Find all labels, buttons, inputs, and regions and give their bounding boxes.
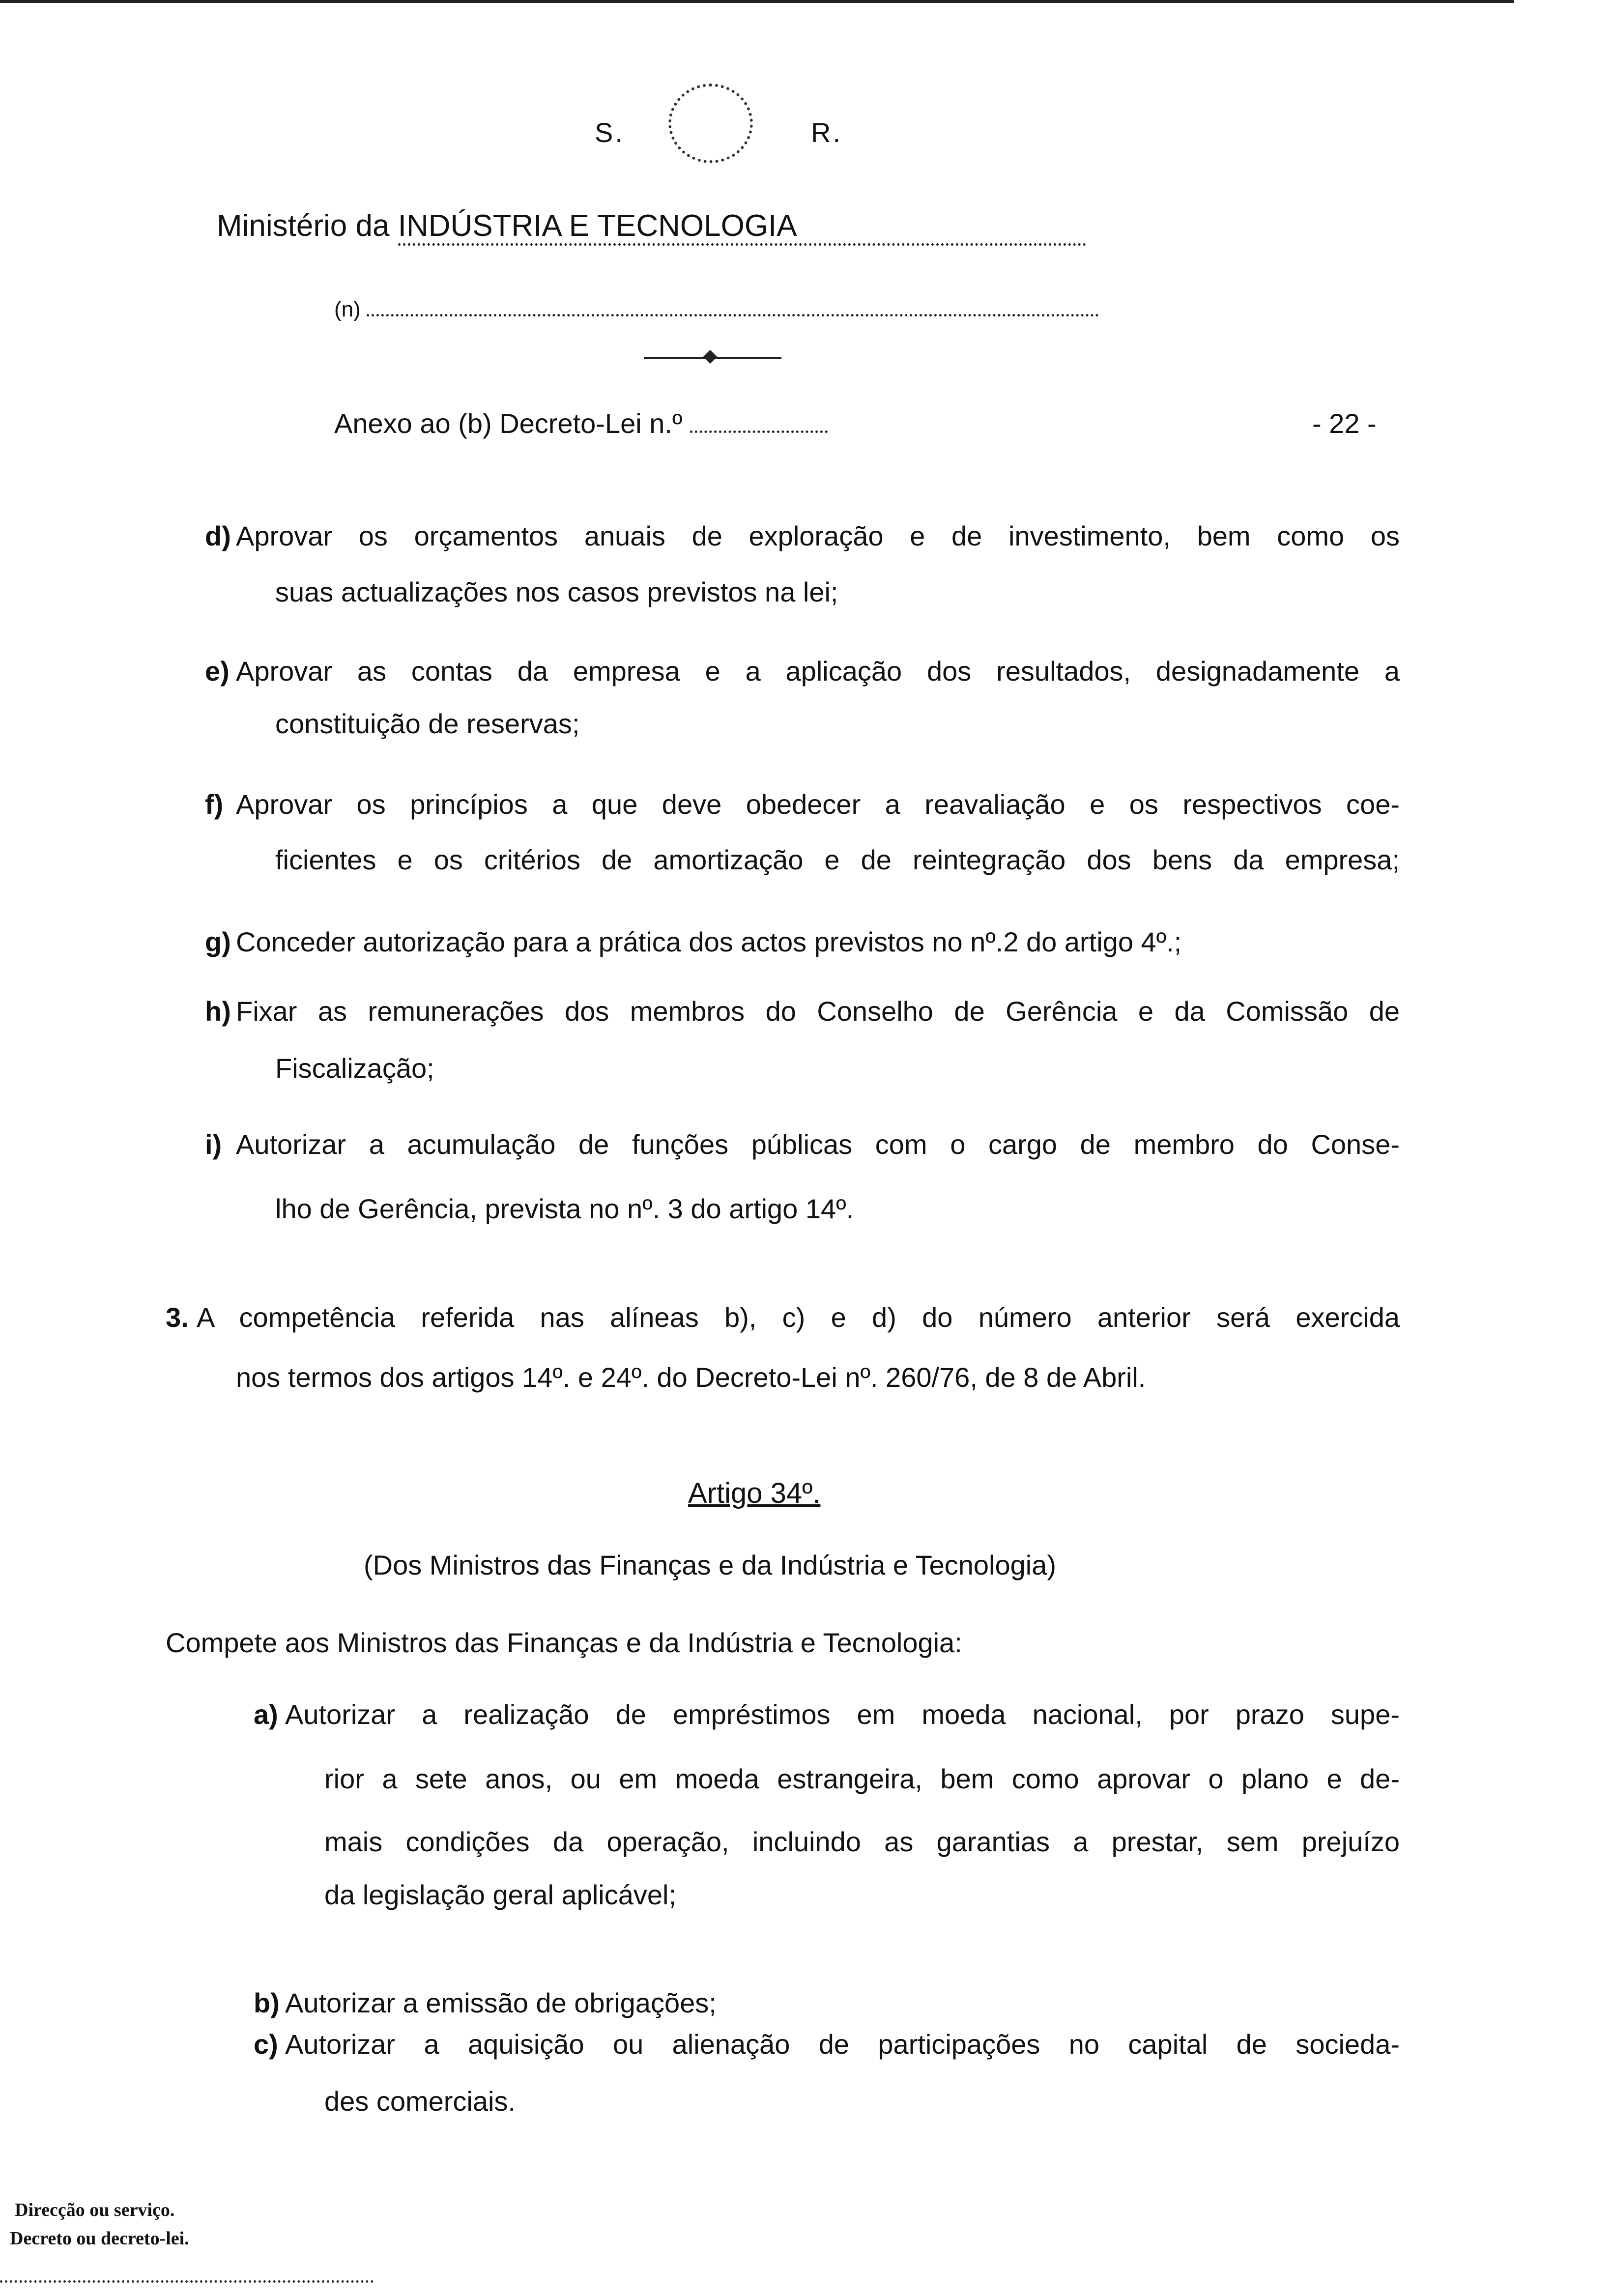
page-number: - 22 -	[1312, 408, 1377, 439]
article-subtitle: (Dos Ministros das Finanças e da Indústria e Tecnologia)	[364, 1550, 1056, 1580]
clause-f-label: f)	[205, 789, 224, 820]
top-border	[0, 0, 1514, 3]
clause-f-line: Aprovar os princípios a que deve obedecer a reavaliação e os respectivos coe-	[236, 789, 1400, 820]
coat-of-arms-emblem	[668, 84, 753, 163]
article-clause-c-label: c)	[254, 2029, 278, 2060]
clause-i-line: Autorizar a acumulação de funções públicas com o cargo de membro do Conse-	[236, 1129, 1400, 1160]
n-label: (n)	[334, 297, 361, 321]
article-title: Artigo 34º.	[688, 1477, 821, 1509]
article-clause-c-line: des comerciais.	[324, 2086, 516, 2117]
article-clause-b-label: b)	[254, 1987, 280, 2018]
clause-h-line: Fiscalização;	[275, 1053, 434, 1084]
paragraph-3-line: A competência referida nas alíneas b), c) e d) do número anterior será exercida	[197, 1302, 1400, 1333]
clause-e-line: constituição de reservas;	[275, 708, 580, 739]
clause-e-line: Aprovar as contas da empresa e a aplicação dos resultados, designadamente a	[236, 656, 1400, 687]
clause-f-line: ficientes e os critérios de amortização e de reintegração dos bens da empresa;	[275, 844, 1400, 875]
paragraph-3-label: 3.	[166, 1302, 189, 1333]
annex-line	[334, 406, 828, 441]
article-clause-a-line: Autorizar a realização de empréstimos em moeda nacional, por prazo supe-	[285, 1699, 1400, 1730]
ministry-prefix: Ministério da	[217, 209, 390, 243]
ministry-name: INDÚSTRIA E TECNOLOGIA	[398, 209, 797, 243]
n-dotted-line	[367, 314, 1099, 316]
clause-g-label: g)	[205, 926, 231, 957]
article-clause-a-label: a)	[254, 1699, 278, 1730]
clause-d-label: d)	[205, 520, 231, 551]
seal-right-letter: R.	[811, 117, 842, 148]
clause-h-label: h)	[205, 996, 231, 1027]
annex-label: Anexo ao (b) Decreto-Lei n.º	[334, 408, 683, 439]
ornament-divider	[644, 357, 781, 359]
clause-i-line: lho de Gerência, prevista no nº. 3 do artigo 14º.	[275, 1193, 854, 1224]
article-clause-a-line: da legislação geral aplicável;	[324, 1879, 676, 1910]
paragraph-3-line: nos termos dos artigos 14º. e 24º. do Decreto-Lei nº. 260/76, de 8 de Abril.	[236, 1362, 1146, 1393]
clause-e-label: e)	[205, 656, 230, 687]
seal-left-letter: S.	[595, 117, 625, 148]
annex-dotted-line	[690, 430, 828, 433]
article-clause-a-line: rior a sete anos, ou em moeda estrangeira, bem como aprovar o plano e de-	[324, 1763, 1400, 1794]
article-intro: Compete aos Ministros das Finanças e da Indústria e Tecnologia:	[166, 1627, 962, 1658]
footer-note-direction: Direcção ou serviço.	[15, 2200, 175, 2220]
clause-d-line: Aprovar os orçamentos anuais de exploração e de investimento, bem como os	[236, 520, 1400, 551]
clause-h-line: Fixar as remunerações dos membros do Conselho de Gerência e da Comissão de	[236, 996, 1400, 1027]
article-clause-a-line: mais condições da operação, incluindo as garantias a prestar, sem prejuízo	[324, 1826, 1400, 1857]
article-clause-c-line: Autorizar a aquisição ou alienação de participações no capital de socieda-	[285, 2029, 1400, 2060]
clause-g-line: Conceder autorização para a prática dos actos previstos no nº.2 do artigo 4º.;	[236, 926, 1182, 957]
clause-d-line: suas actualizações nos casos previstos na lei;	[275, 576, 838, 607]
footer-print-line	[0, 2280, 374, 2286]
article-clause-b-line: Autorizar a emissão de obrigações;	[285, 1987, 717, 2018]
n-field	[334, 292, 1099, 327]
clause-i-label: i)	[205, 1129, 222, 1160]
footer-note-decree: Decreto ou decreto-lei.	[10, 2228, 189, 2249]
ministry-heading	[217, 209, 1086, 246]
